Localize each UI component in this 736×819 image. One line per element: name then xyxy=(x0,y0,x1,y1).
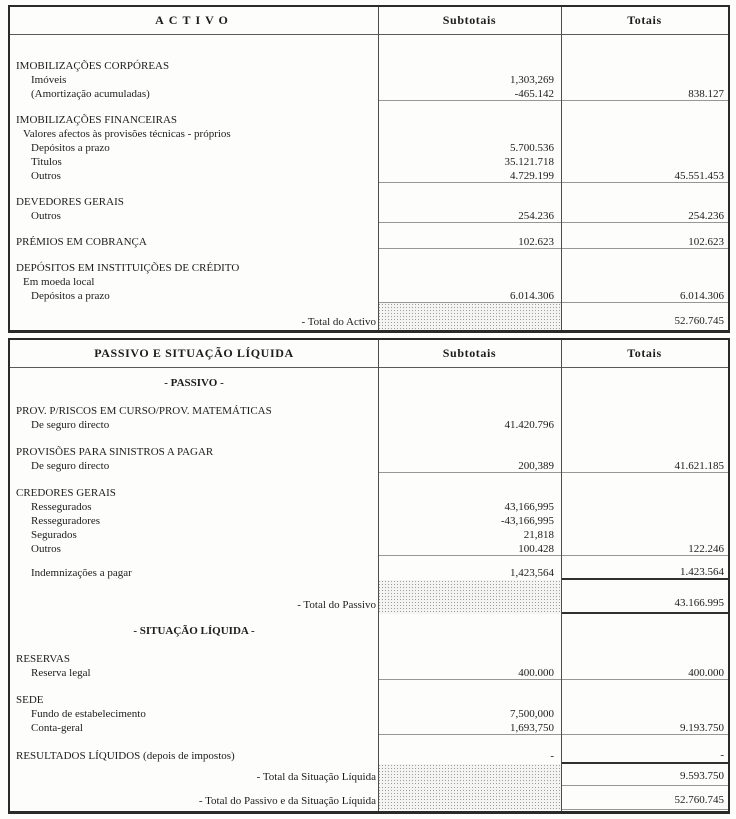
totais-cell: 9.593.750 xyxy=(561,764,728,786)
row-label: PROV. P/RISCOS EM CURSO/PROV. MATEMÁTICAS xyxy=(16,405,272,417)
subtotais-cell xyxy=(378,652,561,666)
subtotais-cell: 1,423,564 xyxy=(510,567,554,579)
totais-cell: 400.000 xyxy=(561,666,728,680)
totais-cell xyxy=(561,59,728,73)
spacer-row xyxy=(10,614,728,622)
subtotais-cell: 254.236 xyxy=(378,209,561,223)
totais-cell xyxy=(561,707,728,721)
subtotais-column-header: Subtotais xyxy=(442,13,497,27)
hatched-subtotal-cell xyxy=(378,580,561,614)
table-row xyxy=(10,275,728,289)
totais-cell xyxy=(561,127,728,141)
totais-cell xyxy=(561,113,728,127)
totais-cell: 1.423.564 xyxy=(561,566,728,580)
subtotais-cell xyxy=(378,486,561,500)
column-divider xyxy=(561,340,562,811)
totais-cell xyxy=(561,374,728,392)
totais-cell xyxy=(561,652,728,666)
passivo-table xyxy=(8,338,730,814)
table-row xyxy=(10,127,728,141)
subtotais-cell: 6.014.306 xyxy=(378,289,561,303)
totais-cell xyxy=(561,404,728,418)
totais-cell xyxy=(561,141,728,155)
table-row xyxy=(10,73,728,87)
totais-cell xyxy=(561,622,728,640)
row-label: DEVEDORES GERAIS xyxy=(16,196,124,208)
row-label: CREDORES GERAIS xyxy=(16,487,116,499)
table-row xyxy=(10,566,728,580)
table-row xyxy=(10,542,728,556)
table-row xyxy=(10,87,728,101)
subtotais-cell xyxy=(378,127,561,141)
table-row xyxy=(10,209,728,223)
subtotais-cell: 1,303,269 xyxy=(510,74,554,86)
spacer-row xyxy=(10,556,728,566)
subtotais-cell: 7,500,000 xyxy=(510,708,554,720)
row-label: Ressegurados xyxy=(31,501,92,513)
subtotais-cell xyxy=(378,59,561,73)
totais-cell xyxy=(561,486,728,500)
table-row xyxy=(10,169,728,183)
row-label: Segurados xyxy=(31,529,77,541)
subtotais-cell xyxy=(378,261,561,275)
table-row xyxy=(10,721,728,735)
row-label: - Total da Situação Líquida xyxy=(256,771,376,783)
activo-table xyxy=(8,5,730,333)
subtotais-cell: -43,166,995 xyxy=(500,515,554,527)
totais-column-header: Totais xyxy=(627,13,662,27)
spacer-row xyxy=(10,680,728,693)
row-label: Resseguradores xyxy=(31,515,101,527)
totais-cell: - xyxy=(561,748,728,764)
column-divider xyxy=(378,340,379,811)
row-label: - SITUAÇÃO LÍQUIDA - xyxy=(133,625,255,637)
spacer-row xyxy=(10,640,728,652)
table-row xyxy=(10,235,728,249)
subtotais-cell: 1,693,750 xyxy=(378,721,561,735)
subtotais-cell: - xyxy=(550,750,554,762)
subtotais-cell: 400.000 xyxy=(378,666,561,680)
row-label: SEDE xyxy=(16,694,44,706)
passivo-header-row xyxy=(10,340,728,368)
spacer-row xyxy=(10,473,728,486)
table-row xyxy=(10,418,728,432)
row-label: De seguro directo xyxy=(31,419,110,431)
row-label: Outros xyxy=(31,170,61,182)
table-body-passivo xyxy=(10,368,728,810)
subtotais-column-header: Subtotais xyxy=(442,346,497,360)
table-row xyxy=(10,289,728,303)
spacer-row xyxy=(10,249,728,261)
totais-cell: 45.551.453 xyxy=(561,169,728,183)
table-row xyxy=(10,748,728,764)
row-label: IMOBILIZAÇÕES CORPÓREAS xyxy=(16,60,170,72)
activo-header-row xyxy=(10,7,728,35)
row-label: Indemnizações a pagar xyxy=(31,567,132,579)
subtotais-cell xyxy=(378,622,561,640)
subtotais-cell: 200,389 xyxy=(378,459,561,473)
table-body-activo xyxy=(10,35,728,331)
row-label: Em moeda local xyxy=(23,276,95,288)
row-label: Fundo de estabelecimento xyxy=(31,708,146,720)
table-row xyxy=(10,786,728,810)
column-divider xyxy=(561,7,562,330)
table-row xyxy=(10,652,728,666)
subtotais-cell xyxy=(378,113,561,127)
table-row xyxy=(10,580,728,614)
table-row xyxy=(10,622,728,640)
totais-cell xyxy=(561,445,728,459)
spacer-row xyxy=(10,223,728,235)
table-row xyxy=(10,141,728,155)
spacer-row xyxy=(10,101,728,113)
row-label: Depósitos a prazo xyxy=(31,290,110,302)
table-row xyxy=(10,764,728,786)
table-row xyxy=(10,707,728,721)
row-label: - Total do Passivo e da Situação Líquida xyxy=(198,795,376,807)
totais-cell: 838.127 xyxy=(561,87,728,101)
row-label: PRÉMIOS EM COBRANÇA xyxy=(16,236,147,248)
row-label: RESERVAS xyxy=(16,653,70,665)
totais-cell xyxy=(561,261,728,275)
totais-cell xyxy=(561,155,728,169)
hatched-subtotal-cell xyxy=(378,303,561,331)
totais-cell xyxy=(561,500,728,514)
totais-cell xyxy=(561,418,728,432)
row-label: (Amortização acumuladas) xyxy=(31,88,150,100)
subtotais-cell xyxy=(378,404,561,418)
subtotais-cell xyxy=(378,445,561,459)
totais-cell: 43.166.995 xyxy=(561,580,728,614)
totais-cell: 6.014.306 xyxy=(561,289,728,303)
table-row xyxy=(10,261,728,275)
table-row xyxy=(10,528,728,542)
subtotais-cell: 35.121.718 xyxy=(504,156,554,168)
subtotais-cell: 102.623 xyxy=(378,235,561,249)
table-row xyxy=(10,404,728,418)
row-label: RESULTADOS LÍQUIDOS (depois de impostos) xyxy=(16,750,235,762)
subtotais-cell xyxy=(378,195,561,209)
subtotais-cell xyxy=(378,374,561,392)
totais-cell: 122.246 xyxy=(561,542,728,556)
row-label: Conta-geral xyxy=(31,722,83,734)
row-label: Imóveis xyxy=(31,74,67,86)
spacer-row xyxy=(10,183,728,195)
subtotais-cell: 5.700.536 xyxy=(510,142,554,154)
totais-cell: 41.621.185 xyxy=(561,459,728,473)
hatched-subtotal-cell xyxy=(378,786,561,810)
table-row xyxy=(10,195,728,209)
row-label: Titulos xyxy=(31,156,62,168)
row-label: IMOBILIZAÇÕES FINANCEIRAS xyxy=(16,114,178,126)
totais-cell xyxy=(561,693,728,707)
totais-cell xyxy=(561,275,728,289)
subtotais-cell: -465.142 xyxy=(378,87,561,101)
row-label: - PASSIVO - xyxy=(164,377,224,389)
totais-cell: 254.236 xyxy=(561,209,728,223)
subtotais-cell: 4.729.199 xyxy=(378,169,561,183)
totais-cell xyxy=(561,73,728,87)
row-label: De seguro directo xyxy=(31,460,110,472)
spacer-row xyxy=(10,392,728,404)
activo-title: ACTIVO xyxy=(155,13,233,27)
totais-cell: 52.760.745 xyxy=(561,786,728,810)
table-row xyxy=(10,486,728,500)
table-row xyxy=(10,666,728,680)
table-row xyxy=(10,693,728,707)
subtotais-cell: 41.420.796 xyxy=(504,419,554,431)
subtotais-cell xyxy=(378,275,561,289)
totais-cell xyxy=(561,195,728,209)
subtotais-cell: 21,818 xyxy=(523,529,554,541)
subtotais-cell: 100.428 xyxy=(378,542,561,556)
table-row xyxy=(10,374,728,392)
table-row xyxy=(10,113,728,127)
table-row xyxy=(10,155,728,169)
row-label: Depósitos a prazo xyxy=(31,142,110,154)
spacer-row xyxy=(10,35,728,59)
hatched-subtotal-cell xyxy=(378,764,561,786)
table-row xyxy=(10,514,728,528)
row-label: Outros xyxy=(31,543,61,555)
row-label: Valores afectos às provisões técnicas - próprios xyxy=(23,128,231,140)
subtotais-cell xyxy=(378,693,561,707)
totais-cell: 52.760.745 xyxy=(561,303,728,331)
row-label: PROVISÕES PARA SINISTROS A PAGAR xyxy=(16,446,214,458)
passivo-title: PASSIVO E SITUAÇÃO LÍQUIDA xyxy=(94,346,294,360)
spacer-row xyxy=(10,735,728,748)
totais-cell xyxy=(561,514,728,528)
table-row xyxy=(10,59,728,73)
table-row xyxy=(10,500,728,514)
row-label: Reserva legal xyxy=(31,667,91,679)
totais-cell: 102.623 xyxy=(561,235,728,249)
table-row xyxy=(10,459,728,473)
table-row xyxy=(10,303,728,331)
totais-column-header: Totais xyxy=(627,346,662,360)
row-label: DEPÓSITOS EM INSTITUIÇÕES DE CRÉDITO xyxy=(16,262,240,274)
totais-cell xyxy=(561,528,728,542)
row-label: Outros xyxy=(31,210,61,222)
table-row xyxy=(10,445,728,459)
row-label: - Total do Activo xyxy=(301,316,376,328)
totais-cell: 9.193.750 xyxy=(561,721,728,735)
row-label: - Total do Passivo xyxy=(297,599,376,611)
spacer-row xyxy=(10,432,728,445)
subtotais-cell: 43,166,995 xyxy=(504,501,554,513)
column-divider xyxy=(378,7,379,330)
